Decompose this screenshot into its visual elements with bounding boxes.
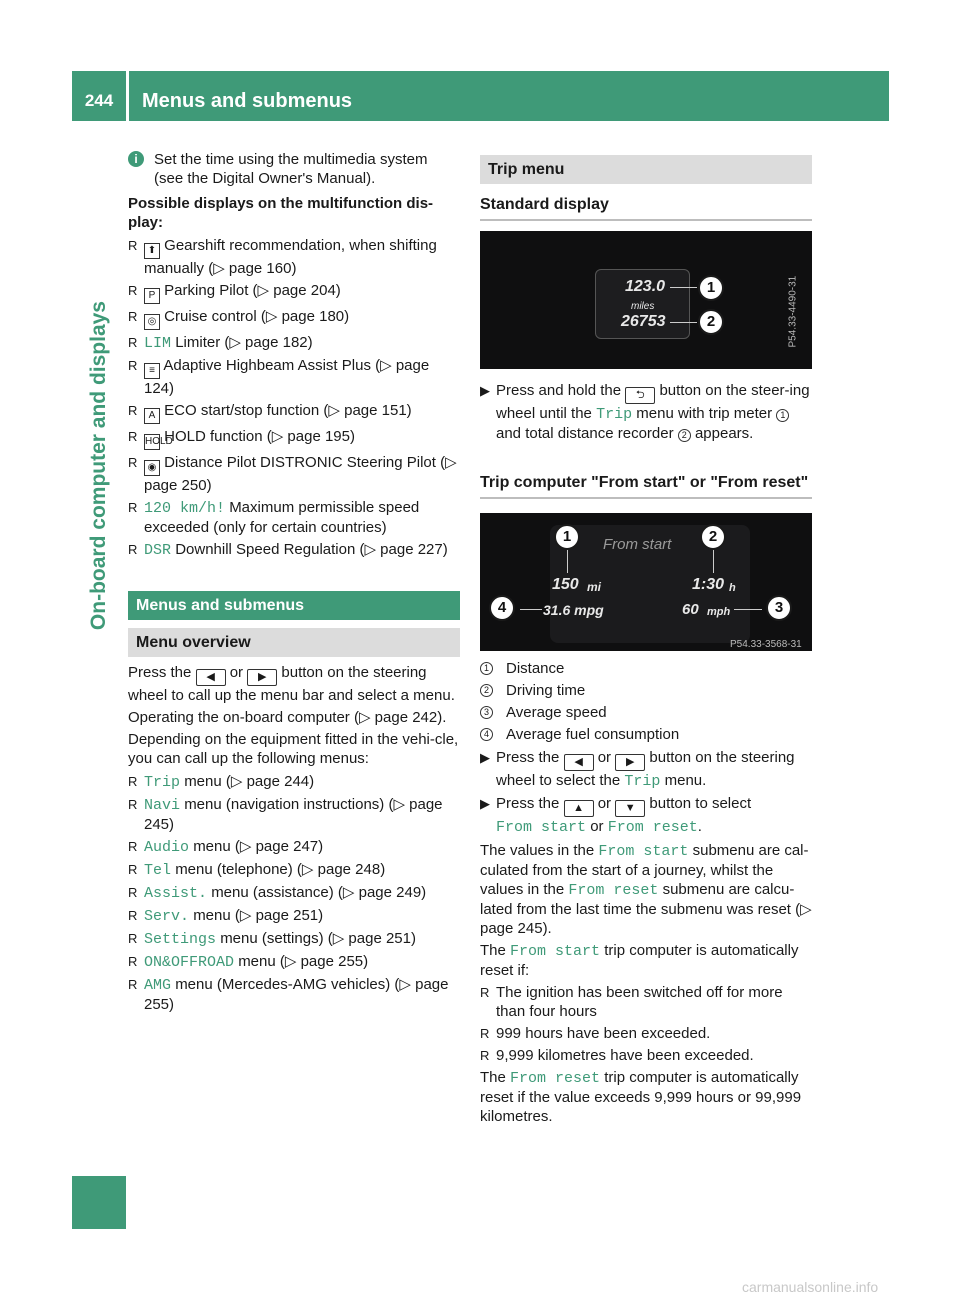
menu-text: menu (▷ page 244) — [184, 773, 315, 790]
right-arrow-key-icon: ▶ — [247, 669, 277, 686]
menu-item — [128, 795, 460, 834]
step-select-trip: ▶ Press the ◀ or ▶ button on the steering wheel to select the Trip menu. — [480, 749, 795, 790]
press-instruction: Press the ◀ or ▶ button on the steering wheel to call up the menu bar and select a menu. — [128, 664, 455, 704]
display-symbol-icon: P — [144, 288, 160, 304]
distance-unit: mi — [587, 580, 602, 594]
callout-ref-2: 2 — [678, 429, 691, 442]
depending-note: Depending on the equipment fitted in the vehi-cle, you can call up the following menus: — [128, 731, 459, 767]
reset-text: 9,999 kilometres have been exceeded. — [496, 1047, 754, 1064]
display-text: Cruise control (▷ page 180) — [164, 308, 350, 325]
bullet-mark: R — [128, 542, 138, 557]
up-arrow-key-icon: ▲ — [564, 800, 594, 817]
right-column — [480, 150, 812, 1129]
display-item — [128, 356, 460, 398]
legend-text: Average speed — [506, 704, 607, 721]
time-value: 1:30 — [692, 576, 725, 593]
display-symbol-icon: HOLD — [144, 434, 160, 450]
left-arrow-key-icon: ◀ — [196, 669, 226, 686]
display-code: LIM — [144, 335, 172, 352]
display-item — [128, 498, 460, 537]
legend-item — [480, 659, 812, 678]
display-symbol-icon: ⬆ — [144, 243, 160, 259]
header-divider — [126, 71, 129, 121]
page-number: 244 — [84, 91, 114, 110]
bullet-mark: R — [128, 358, 138, 373]
bullet-mark: R — [128, 954, 138, 969]
right-arrow-key-icon: ▶ — [615, 754, 645, 771]
menu-overview-band: Menu overview — [128, 628, 460, 657]
display-text: Limiter (▷ page 182) — [175, 334, 313, 351]
values-paragraph: The values in the From start submenu are cal-culated from the start of a journey, whilst the values in the From reset submenu are calcu-lated from the last time the submenu was reset (▷ page 245). — [480, 842, 812, 937]
chapter-label: On-board computer and displays — [87, 301, 110, 631]
display-text: Distance Pilot DISTRONIC Steering Pilot (▷ page 250) — [144, 454, 457, 494]
menu-list — [128, 772, 460, 1014]
trip-menu-band: Trip menu — [480, 155, 812, 184]
legend-number: 1 — [480, 662, 493, 675]
menu-name: Tel — [144, 862, 172, 879]
display-list — [128, 236, 460, 560]
legend-item — [480, 725, 812, 744]
menu-name: Trip — [144, 774, 181, 791]
reset-condition — [480, 983, 812, 1021]
bullet-mark: R — [128, 908, 138, 923]
reset-condition — [480, 1024, 812, 1043]
menu-item — [128, 952, 460, 972]
display-item — [128, 281, 460, 304]
legend-item — [480, 703, 812, 722]
legend-text: Average fuel consumption — [506, 726, 680, 743]
menu-name: Settings — [144, 931, 217, 948]
menu-item — [128, 975, 460, 1014]
display-item — [128, 427, 460, 450]
display-text: HOLD function (▷ page 195) — [164, 428, 355, 445]
bullet-mark: R — [128, 931, 138, 946]
display-symbol-icon: ≡ — [144, 363, 160, 379]
menu-text: menu (settings) (▷ page 251) — [220, 930, 416, 947]
reset-conditions-list — [480, 983, 812, 1065]
callout-2: 2 — [700, 524, 726, 550]
fuel-value: 31.6 mpg — [543, 602, 604, 618]
step-select-submenu: ▶ Press the ▲ or ▼ button to select From start or From reset. — [480, 795, 752, 836]
page-header — [72, 71, 889, 121]
page-title: Menus and submenus — [142, 90, 353, 112]
bullet-mark: R — [480, 1048, 490, 1063]
step-press-hold: ▶ Press and hold the ⮌ button on the steer-ing wheel until the Trip menu with trip meter 1 and total distance recorder 2 appears. — [480, 382, 810, 442]
menu-name: AMG — [144, 977, 172, 994]
display-item — [128, 540, 460, 560]
standard-display-heading: Standard display — [480, 194, 812, 221]
bullet-mark: R — [128, 839, 138, 854]
display-symbol-icon: ◎ — [144, 314, 160, 330]
display-item — [128, 453, 460, 495]
menu-item — [128, 883, 460, 903]
display-text: Maximum permissible speed exceeded (only for certain countries) — [144, 499, 420, 536]
callout-2: 2 — [698, 309, 724, 335]
legend-number: 2 — [480, 684, 493, 697]
display-symbol-icon: ◉ — [144, 460, 160, 476]
display-item — [128, 236, 460, 278]
info-note: i Set the time using the multimedia system (see the Digital Owner's Manual). — [128, 150, 460, 188]
bullet-mark: R — [128, 238, 138, 253]
bullet-mark: R — [128, 977, 138, 992]
speed-value: 60 — [682, 601, 699, 618]
callout-3: 3 — [766, 595, 792, 621]
bullet-mark: R — [128, 797, 138, 812]
display-item — [128, 333, 460, 353]
reset-condition — [480, 1046, 812, 1065]
chapter-marker — [72, 1176, 126, 1229]
info-icon: i — [128, 151, 144, 167]
menu-item — [128, 906, 460, 926]
bullet-mark: R — [480, 1026, 490, 1041]
menu-text: menu (▷ page 247) — [193, 838, 324, 855]
legend-item — [480, 681, 812, 700]
callout-4: 4 — [489, 595, 515, 621]
auto-reset-paragraph: The From start trip computer is automatically reset if: — [480, 942, 799, 979]
menu-item — [128, 837, 460, 857]
menu-text: menu (▷ page 251) — [193, 907, 324, 924]
bullet-mark: R — [128, 403, 138, 418]
trip-computer-heading: Trip computer "From start" or "From reset" — [480, 472, 812, 499]
menu-text: menu (assistance) (▷ page 249) — [211, 884, 427, 901]
display-item — [128, 401, 460, 424]
bullet-mark: R — [128, 862, 138, 877]
bullet-mark: R — [128, 885, 138, 900]
trip-unit: miles — [631, 301, 655, 312]
menu-item — [128, 929, 460, 949]
speed-unit: mph — [707, 606, 731, 618]
bullet-mark: R — [128, 774, 138, 789]
bullet-mark: R — [128, 500, 138, 515]
callout-1: 1 — [698, 275, 724, 301]
distance-value: 150 — [552, 576, 579, 593]
time-unit: h — [729, 582, 736, 594]
section-band: Menus and submenus — [128, 591, 460, 620]
display-text: Adaptive Highbeam Assist Plus (▷ page 124) — [144, 357, 430, 397]
display-item — [128, 307, 460, 330]
back-key-icon: ⮌ — [625, 387, 655, 404]
display-text: Gearshift recommendation, when shifting manually (▷ page 160) — [144, 237, 437, 277]
menu-name: ON&OFFROAD — [144, 954, 235, 971]
odometer-value: 26753 — [621, 313, 666, 330]
side-chapter-strip — [72, 121, 126, 1229]
left-column — [128, 150, 460, 1017]
standard-display-image — [480, 231, 812, 369]
display-code: 120 km/h! — [144, 500, 226, 517]
legend-number: 3 — [480, 706, 493, 719]
bullet-mark: R — [128, 455, 138, 470]
operating-note: Operating the on-board computer (▷ page 242). — [128, 709, 447, 726]
bullet-mark: R — [480, 985, 490, 1000]
bullet-mark: R — [128, 283, 138, 298]
reset-text: The ignition has been switched off for more than four hours — [496, 984, 783, 1020]
display-symbol-icon: A — [144, 408, 160, 424]
bullet-mark: R — [128, 335, 138, 350]
display-text: Downhill Speed Regulation (▷ page 227) — [175, 541, 448, 558]
display-text: ECO start/stop function (▷ page 151) — [164, 402, 412, 419]
left-arrow-key-icon: ◀ — [564, 754, 594, 771]
bullet-mark: R — [128, 429, 138, 444]
trip-value: 123.0 — [625, 278, 666, 295]
down-arrow-key-icon: ▼ — [615, 800, 645, 817]
menu-item — [128, 772, 460, 792]
bullet-mark: R — [128, 309, 138, 324]
legend-list — [480, 659, 812, 744]
reset-text: 999 hours have been exceeded. — [496, 1025, 711, 1042]
callout-1: 1 — [554, 524, 580, 550]
menu-item — [128, 860, 460, 880]
menu-name: Serv. — [144, 908, 190, 925]
watermark: carmanualsonline.info — [742, 1279, 879, 1295]
menu-text: menu (Mercedes-AMG vehicles) (▷ page 255) — [144, 976, 449, 1013]
display-text: Parking Pilot (▷ page 204) — [164, 282, 341, 299]
menu-text: menu (▷ page 255) — [238, 953, 369, 970]
menu-name: Assist. — [144, 885, 208, 902]
menu-name: Navi — [144, 797, 181, 814]
panel-title: From start — [603, 536, 672, 553]
legend-text: Distance — [506, 660, 565, 677]
callout-ref-1: 1 — [776, 409, 789, 422]
display-code: DSR — [144, 542, 172, 559]
menu-name: Audio — [144, 839, 190, 856]
legend-number: 4 — [480, 728, 493, 741]
menu-text: menu (navigation instructions) (▷ page 245) — [144, 796, 443, 833]
possible-displays-heading: Possible displays on the multifunction dis-play: — [128, 195, 434, 231]
trip-computer-image — [480, 513, 812, 651]
final-paragraph: The From reset trip computer is automatically reset if the value exceeds 9,999 hours or 99,999 kilometres. — [480, 1069, 802, 1125]
image-ref: P54.33-3568-31 — [730, 639, 802, 650]
legend-text: Driving time — [506, 682, 586, 699]
image-ref: P54.33-4490-31 — [787, 275, 799, 348]
menu-text: menu (telephone) (▷ page 248) — [175, 861, 386, 878]
